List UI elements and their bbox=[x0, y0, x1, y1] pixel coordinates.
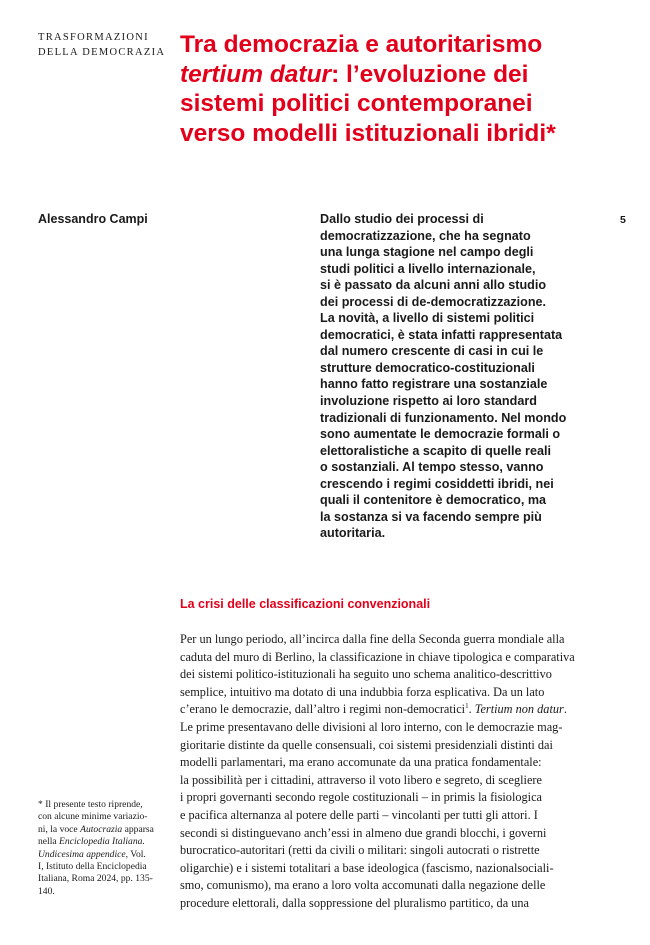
body-line: i propri governanti secondo regole costituzionali – in primis la fisiologica bbox=[180, 790, 542, 805]
footnote-line: Italiana, Roma 2024, pp. 135- bbox=[38, 873, 153, 885]
abstract-line: autoritaria. bbox=[320, 526, 386, 541]
body-line: dei sistemi politico-istituzionali ha seguito uno schema analitico-descrittivo bbox=[180, 667, 552, 682]
footnote-line: 140. bbox=[38, 885, 55, 897]
body-line-text: . bbox=[563, 702, 567, 717]
body-line: semplice, intuitivo ma dotato di una indubbia forza esplicativa. Da un lato bbox=[180, 684, 545, 699]
abstract-line: studi politici a livello internazionale, bbox=[320, 261, 536, 276]
abstract-line: strutture democratico-costituzionali bbox=[320, 360, 535, 375]
abstract-line: si è passato da alcuni anni allo studio bbox=[320, 278, 547, 293]
body-line: gioritarie distinte da quelle consensuali, coi sistemi presidenziali distinti dai bbox=[180, 737, 553, 752]
footnote-line bbox=[38, 824, 166, 836]
abstract-line: democratizzazione, che ha segnato bbox=[320, 228, 531, 243]
abstract-line: crescendo i regimi cosiddetti ibridi, nei bbox=[320, 476, 554, 491]
body-line: e pacifica alternanza al potere delle parti – vincolanti per tutti gli attori. I bbox=[180, 807, 538, 822]
abstract-line: una lunga stagione nel campo degli bbox=[320, 245, 534, 260]
abstract-line: Dallo studio dei processi di bbox=[320, 212, 484, 226]
body-line: modelli parlamentari, ma erano accomunate da una pratica fondamentale: bbox=[180, 755, 542, 770]
abstract-line: elettoralistiche a scapito di quelle reali bbox=[320, 443, 551, 458]
section-label-line-1: TRASFORMAZIONI bbox=[38, 32, 149, 43]
abstract-line: democratici, è stata infatti rappresentata bbox=[320, 327, 563, 342]
body-line: oligarchie) e i sistemi totalitari a base ideologica (fascismo, nazionalsociali- bbox=[180, 860, 554, 875]
title-line-4: verso modelli istituzionali ibridi* bbox=[180, 119, 556, 147]
body-line: Per un lungo periodo, all’incirca dalla fine della Seconda guerra mondiale alla bbox=[180, 632, 565, 646]
section-label-line-2: DELLA DEMOCRAZIA bbox=[38, 47, 166, 58]
footnote-italic: Enciclopedia Italiana. bbox=[59, 836, 145, 848]
body-line: la possibilità per i cittadini, attraverso il voto libero e segreto, di scegliere bbox=[180, 772, 542, 787]
title-line-3: sistemi politici contemporanei bbox=[180, 90, 533, 117]
body-line bbox=[180, 701, 590, 719]
footnote-italic: Undicesima appendice bbox=[38, 848, 126, 860]
abstract-line: quali il contenitore è democratico, ma bbox=[320, 493, 547, 508]
body-line: burocratico-autoritari (retti da civili o militari: singoli autocrati o ristrette bbox=[180, 843, 540, 858]
title-line-1: Tra democrazia e autoritarismo bbox=[180, 31, 543, 58]
title-italic-phrase: tertium datur bbox=[180, 60, 332, 88]
abstract-line: dal numero crescente di casi in cui le bbox=[320, 344, 544, 359]
abstract-line: involuzione rispetto ai loro standard bbox=[320, 394, 537, 409]
abstract bbox=[320, 211, 620, 542]
italic-phrase: Tertium non datur bbox=[474, 702, 564, 717]
body-line: Le prime presentavano delle divisioni al loro interno, con le democrazie mag- bbox=[180, 719, 563, 734]
title-line-2-rest: : l’evoluzione dei bbox=[331, 60, 529, 88]
abstract-line: sono aumentate le democrazie formali o bbox=[320, 427, 561, 442]
footnote-text: , Vol. bbox=[125, 848, 146, 860]
title-line-2 bbox=[180, 60, 630, 90]
body-line: secondi si distinguevano anch’essi in almeno due grandi blocchi, i governi bbox=[180, 825, 547, 840]
article-title bbox=[180, 30, 630, 148]
body-line: procedure elettorali, dalla soppressione del pluralismo partitico, da una bbox=[180, 895, 529, 910]
abstract-line: dei processi di de-democratizzazione. bbox=[320, 294, 547, 309]
body-line: smo, comunismo), ma erano a loro volta accomunati dalla negazione delle bbox=[180, 878, 546, 893]
footnote-italic: Autocrazia bbox=[80, 823, 123, 835]
footnote-line bbox=[38, 849, 166, 861]
body-line-text: c’erano le democrazie, dall’altro i regimi non-democratici bbox=[180, 702, 466, 717]
page-number: 5 bbox=[620, 214, 626, 226]
running-header-section-label bbox=[38, 30, 168, 60]
footnote-line: con alcune minime variazio- bbox=[38, 811, 148, 823]
footnote-reference[interactable]: 1 bbox=[465, 702, 469, 711]
body-paragraph bbox=[180, 631, 590, 913]
body-line-text: . bbox=[468, 702, 475, 717]
footnote-line: * Il presente testo riprende, bbox=[38, 799, 143, 810]
body-line: caduta del muro di Berlino, la classificazione in chiave tipologica e comparativa bbox=[180, 649, 575, 664]
footnote-text: nella bbox=[38, 836, 60, 848]
abstract-line: la sostanza si va facendo sempre più bbox=[320, 509, 542, 524]
footnote-text: apparsa bbox=[122, 823, 154, 835]
footnote-text: ni, la voce bbox=[38, 823, 81, 835]
section-heading: La crisi delle classificazioni convenzionali bbox=[180, 597, 431, 611]
footnote-line: I, Istituto della Enciclopedia bbox=[38, 861, 147, 873]
abstract-line: hanno fatto registrare una sostanziale bbox=[320, 377, 548, 392]
author-name: Alessandro Campi bbox=[38, 212, 148, 226]
footnote-line bbox=[38, 836, 166, 848]
abstract-line: La novità, a livello di sistemi politici bbox=[320, 311, 535, 326]
abstract-line: tradizionali di funzionamento. Nel mondo bbox=[320, 410, 567, 425]
footnote bbox=[38, 799, 166, 898]
abstract-line: o sostanziali. Al tempo stesso, vanno bbox=[320, 460, 544, 475]
